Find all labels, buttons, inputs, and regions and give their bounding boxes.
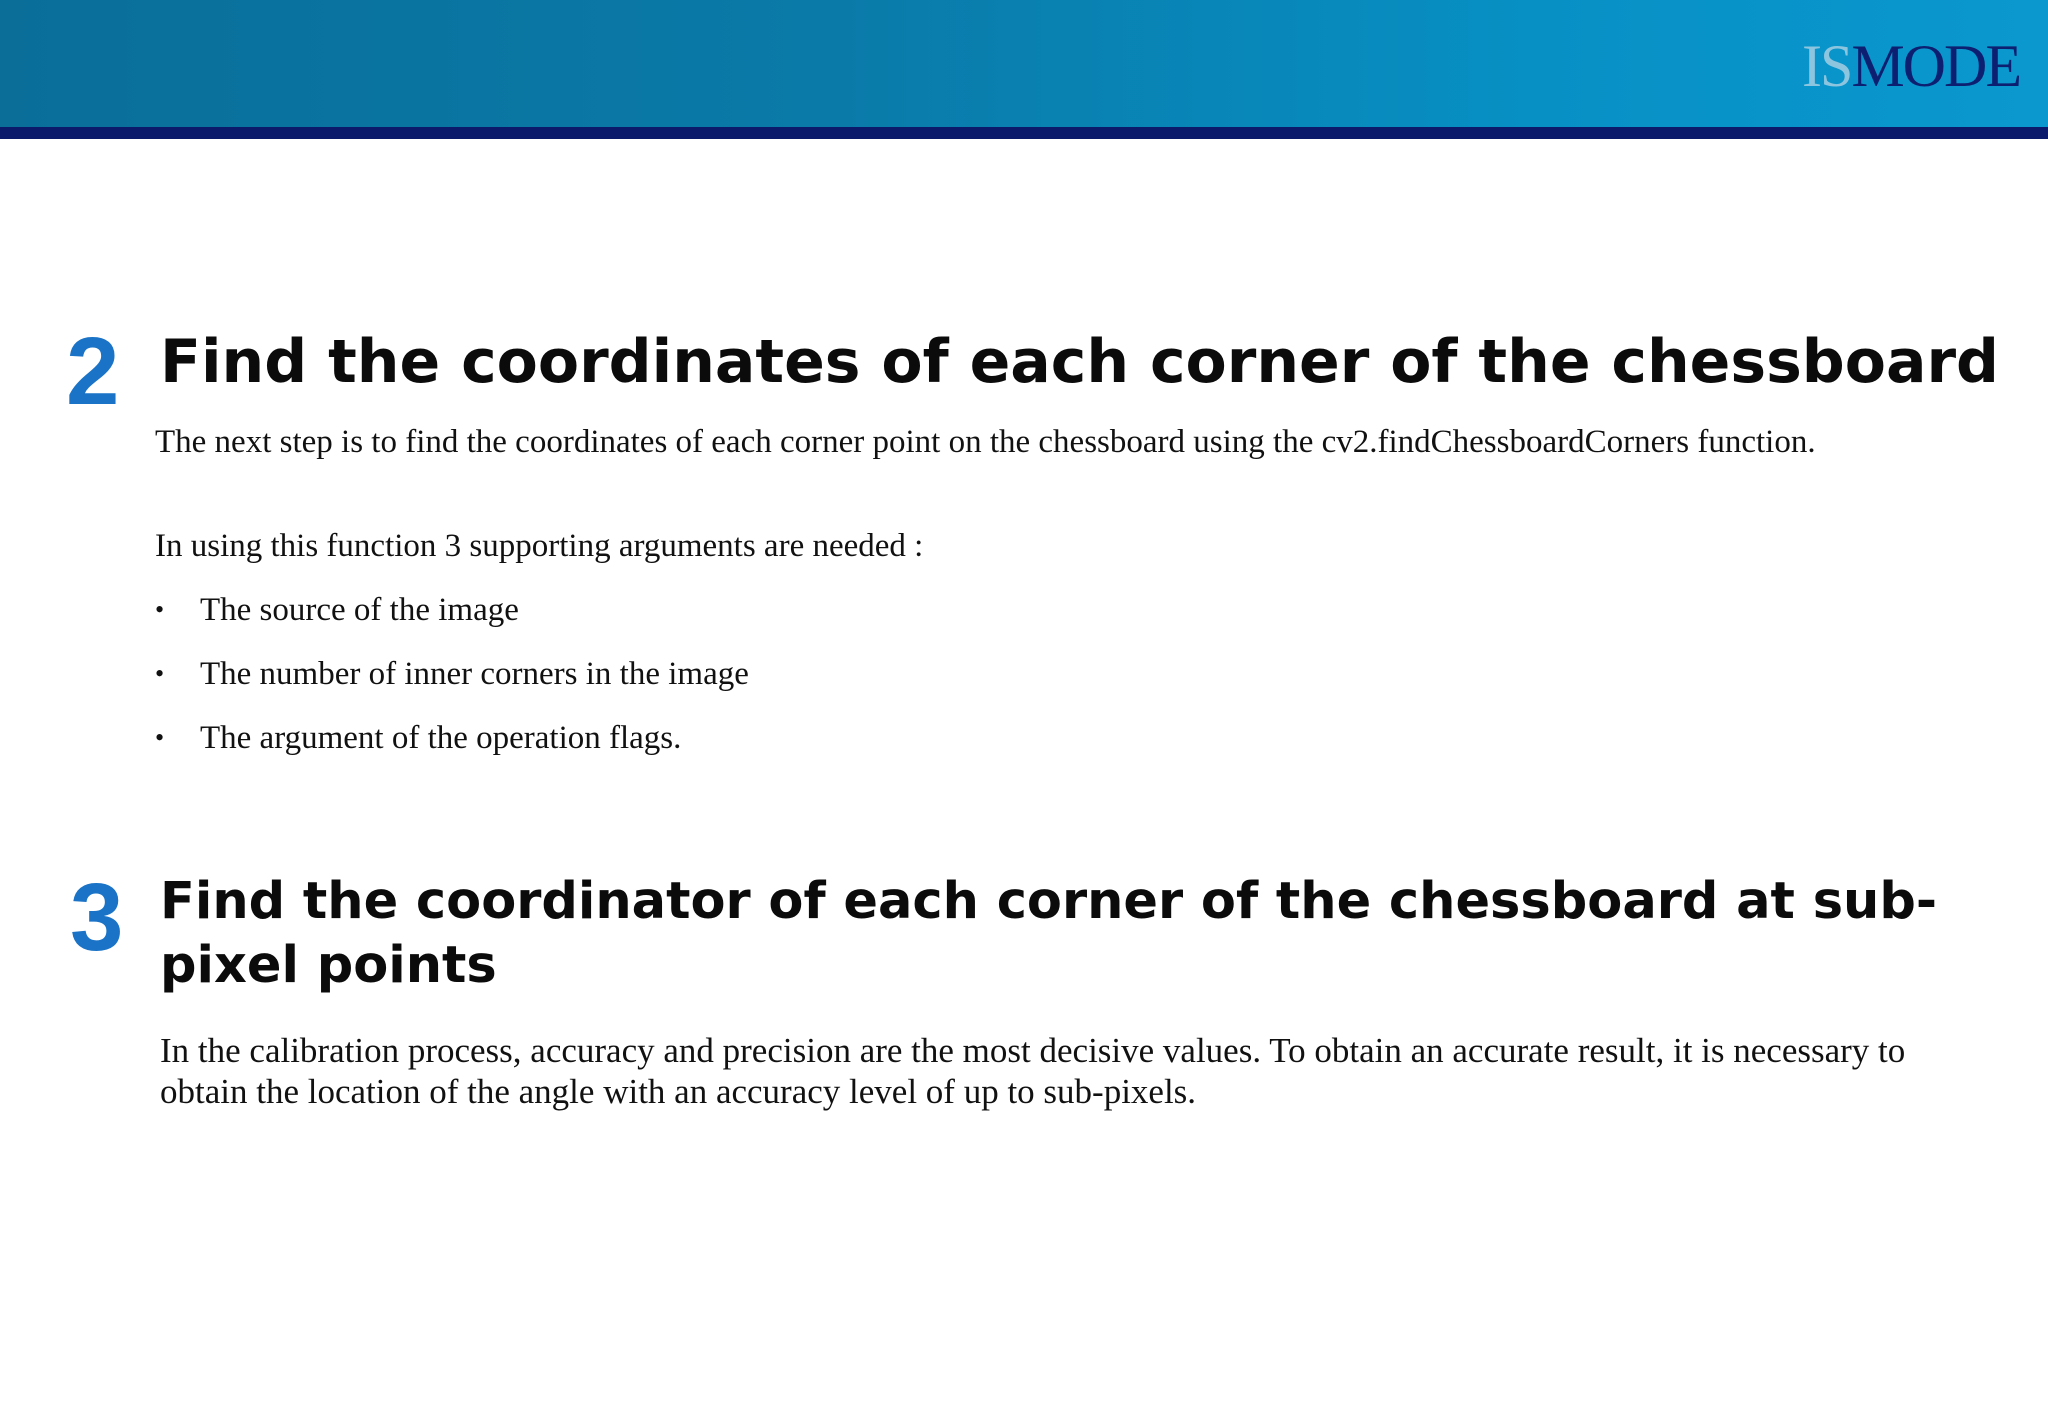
bullet-icon: • (155, 723, 165, 752)
ismode-logo: ISMODE (1801, 33, 2020, 99)
section-3-paragraph: In the calibration process, accuracy and precision are the most decisive values. To obtain an accurate result, it is necessary to obtain the location of the angle with an accuracy level of up to sub-pixels. (160, 1031, 1906, 1111)
section-2-intro: In using this function 3 supporting arguments are needed : (155, 528, 924, 564)
section-2-paragraph: The next step is to find the coordinates of each corner point on the chessboard using the cv2.findChessboardCorners function. (155, 424, 1816, 460)
bullet-item: • The argument of the operation flags. (155, 720, 682, 756)
bullet-icon: • (155, 595, 165, 624)
header-divider-bar (0, 127, 2048, 139)
section-3-title: Find the coordinator of each corner of the chessboard at sub-pixel points (160, 872, 1938, 995)
section-2-bullet-list (155, 590, 1755, 782)
bullet-item: • The source of the image (155, 592, 519, 628)
bullet-icon: • (155, 659, 165, 688)
header-banner (0, 0, 2048, 127)
section-2-number: 2 (66, 318, 120, 425)
section-3-number: 3 (70, 864, 124, 971)
bullet-item: • The number of inner corners in the image (155, 656, 749, 692)
section-2-title: Find the coordinates of each corner of the chessboard (160, 327, 1999, 397)
